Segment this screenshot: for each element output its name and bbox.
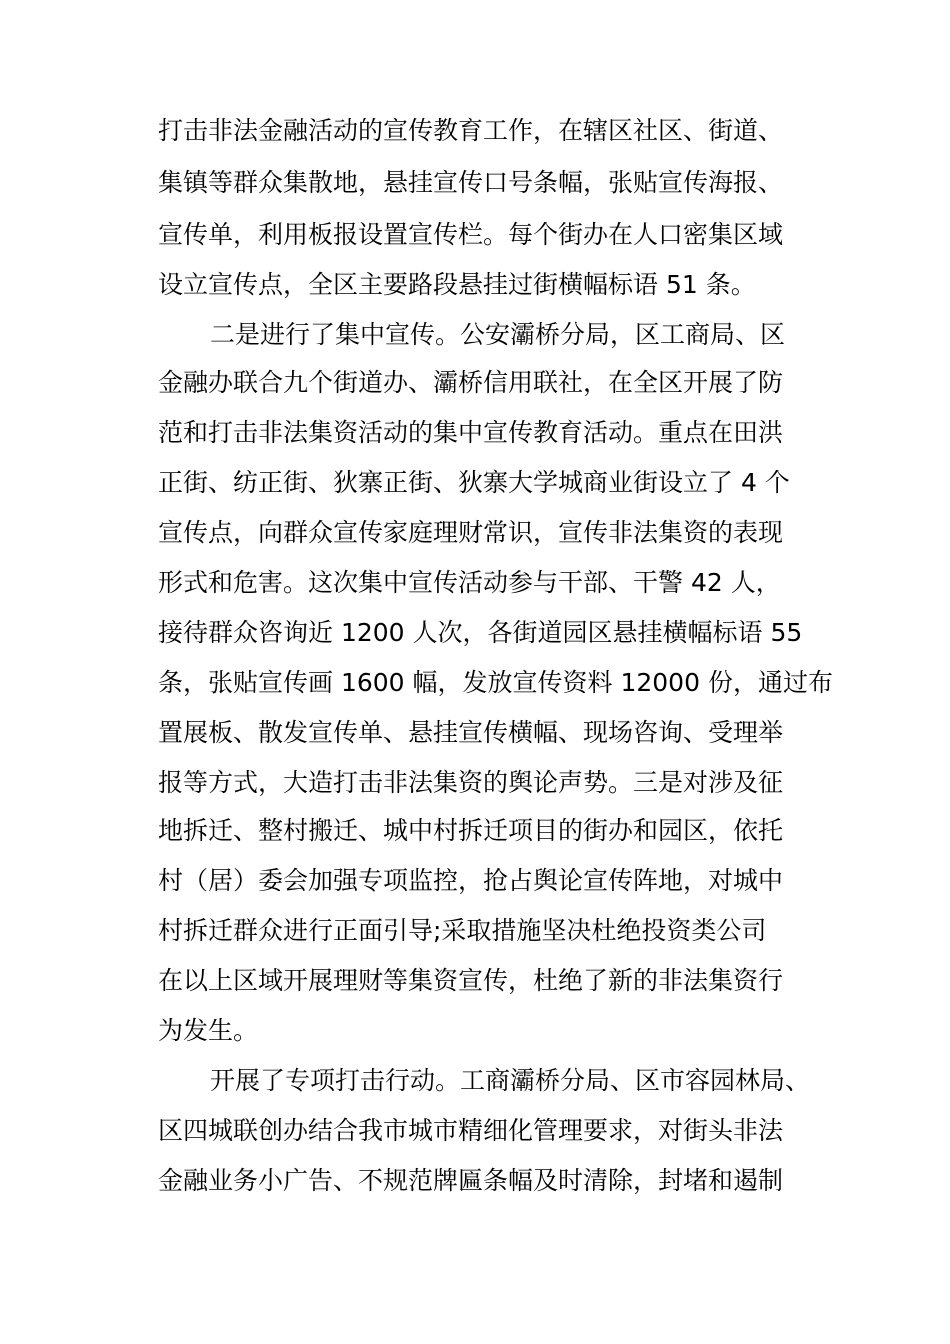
text-line: 形式和危害。这次集中宣传活动参与干部、干警 42 人， (158, 568, 781, 597)
text-line: 为发生。 (158, 1016, 259, 1045)
text-line: 区四城联创办结合我市城市精细化管理要求，对街头非法 (158, 1116, 784, 1145)
text-line: 正街、纺正街、狄寨正街、狄寨大学城商业街设立了 4 个 (158, 468, 790, 497)
text-line: 条，张贴宣传画 1600 幅，发放宣传资料 12000 份，通过布 (158, 668, 833, 697)
text-line: 报等方式，大造打击非法集资的舆论声势。三是对涉及征 (158, 768, 784, 797)
text-line: 地拆迁、整村搬迁、城中村拆迁项目的街办和园区，依托 (158, 816, 784, 845)
paragraph-first-line: 开展了专项打击行动。工商灞桥分局、区市容园林局、 (210, 1066, 811, 1095)
text-line: 接待群众咨询近 1200 人次，各街道园区悬挂横幅标语 55 (158, 618, 803, 647)
text-line: 在以上区域开展理财等集资宣传，杜绝了新的非法集资行 (158, 966, 784, 995)
paragraph-first-line: 二是进行了集中宣传。公安灞桥分局，区工商局、区 (210, 320, 786, 349)
text-line: 金融办联合九个街道办、灞桥信用联社，在全区开展了防 (158, 368, 784, 397)
text-line: 设立宣传点，全区主要路段悬挂过街横幅标语 51 条。 (158, 270, 756, 299)
text-line: 打击非法金融活动的宣传教育工作，在辖区社区、街道、 (158, 116, 784, 145)
text-line: 村（居）委会加强专项监控，抢占舆论宣传阵地，对城中 (158, 866, 784, 895)
text-line: 金融业务小广告、不规范牌匾条幅及时清除，封堵和遏制 (158, 1166, 784, 1195)
text-line: 村拆迁群众进行正面引导;采取措施坚决杜绝投资类公司 (158, 916, 767, 945)
text-line: 范和打击非法集资活动的集中宣传教育活动。重点在田洪 (158, 418, 784, 447)
text-line: 置展板、散发宣传单、悬挂宣传横幅、现场咨询、受理举 (158, 718, 784, 747)
text-line: 宣传单，利用板报设置宣传栏。每个街办在人口密集区域 (158, 220, 784, 249)
text-line: 集镇等群众集散地，悬挂宣传口号条幅，张贴宣传海报、 (158, 168, 784, 197)
text-line: 宣传点，向群众宣传家庭理财常识，宣传非法集资的表现 (158, 518, 784, 547)
